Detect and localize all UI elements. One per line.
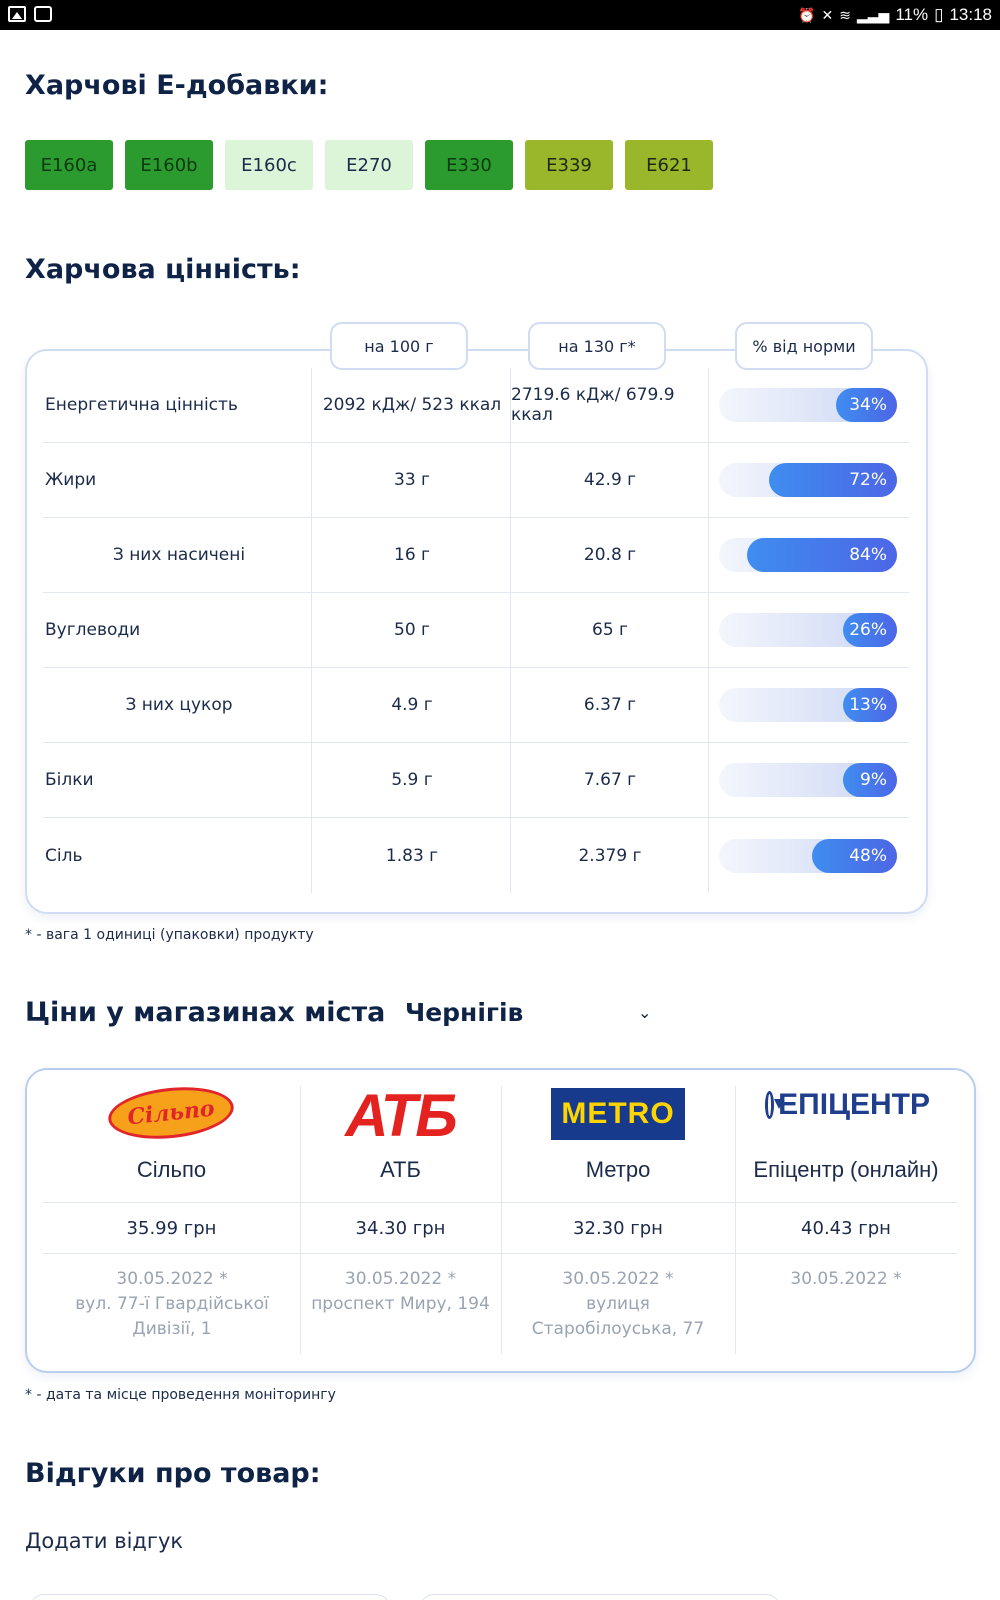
daily-percent-fill: 72% [769, 463, 897, 497]
daily-percent-fill: 84% [747, 538, 897, 572]
daily-percent-bar [719, 763, 897, 797]
additive-badge[interactable]: E160c [225, 140, 313, 190]
daily-percent-fill: 34% [836, 388, 897, 422]
epicentr-logo-text: ЕПІЦЕНТР [778, 1088, 930, 1121]
store-price: 34.30 грн [355, 1218, 446, 1239]
nutrient-name: Сіль [45, 845, 83, 866]
alarm-icon: ⏰ [798, 6, 816, 23]
battery-percent: 11% [895, 5, 929, 24]
value-per-100g: 4.9 г [391, 695, 433, 715]
value-per-100g: 2092 кДж/ 523 ккал [322, 395, 502, 415]
header-daily-percent: % від норми [735, 322, 873, 370]
nutrition-row [43, 368, 909, 443]
store-name: Сільпо [136, 1157, 207, 1182]
store-monitoring-info [305, 1267, 496, 1317]
header-per-pack: на 130 г* [528, 322, 666, 370]
store-monitoring-info [60, 1267, 284, 1342]
store-monitoring-info [516, 1267, 720, 1342]
store-price: 32.30 грн [573, 1218, 663, 1239]
nutrient-name: Білки [45, 770, 94, 790]
store-monitoring-info [740, 1267, 952, 1292]
store-price: 35.99 грн [126, 1218, 217, 1239]
additive-badge[interactable]: E621 [625, 140, 713, 190]
value-per-100g: 33 г [394, 470, 430, 490]
monitoring-date: 30.05.2022 * [562, 1269, 674, 1289]
nutrient-name: З них цукор [125, 695, 233, 715]
nutrient-name: Жири [45, 470, 97, 490]
value-per-100g: 1.83 г [385, 845, 439, 866]
add-review-link[interactable]: Додати відгук [25, 1529, 184, 1553]
value-per-100g: 5.9 г [391, 770, 433, 790]
monitoring-date: 30.05.2022 * [344, 1269, 457, 1289]
monitoring-date: 30.05.2022 * [116, 1269, 228, 1289]
battery-icon: ▯ [934, 5, 944, 24]
store-name: АТБ [380, 1157, 421, 1182]
daily-percent-bar [719, 463, 897, 497]
daily-percent-fill: 26% [843, 613, 897, 647]
value-per-pack: 2719.6 кДж/ 679.9 ккал [511, 385, 675, 425]
row-divider [43, 1253, 957, 1254]
value-per-pack: 7.67 г [583, 770, 637, 790]
value-per-100g: 50 г [394, 620, 430, 640]
nutrition-row [43, 743, 909, 818]
metro-logo[interactable] [551, 1088, 687, 1140]
nutrition-title: Харчова цінність: [25, 254, 301, 285]
additive-badge[interactable]: E270 [325, 140, 413, 190]
daily-percent-bar [719, 839, 897, 873]
epicentr-emblem-icon [765, 1091, 774, 1119]
mute-icon: ✕ [821, 6, 834, 23]
nutrition-row [43, 668, 909, 743]
daily-percent-fill: 9% [843, 763, 897, 797]
atb-logo[interactable]: АТБ [345, 1082, 456, 1149]
additives-list [25, 140, 713, 190]
store-address: вул. 77-ї Гвардійської Дивізії, 1 [75, 1294, 269, 1339]
additive-badge[interactable]: E339 [525, 140, 613, 190]
prices-title: Ціни у магазинах міста [25, 997, 386, 1028]
nutrition-footnote: * - вага 1 одиниці (упаковки) продукту [25, 927, 314, 943]
chevron-down-icon[interactable]: ⌄ [638, 1003, 652, 1022]
header-per-100g: на 100 г [330, 322, 468, 370]
review-card[interactable] [30, 1594, 390, 1600]
signal-icon: ▂▃▅ [857, 6, 890, 23]
shopping-bag-icon [34, 6, 52, 22]
daily-percent-bar [719, 613, 897, 647]
nutrition-row [43, 818, 909, 893]
store-name: Епіцентр (онлайн) [753, 1157, 939, 1182]
value-per-pack: 2.379 г [578, 845, 642, 866]
nutrition-row [43, 593, 909, 668]
value-per-100g: 16 г [394, 545, 430, 565]
reviews-title: Відгуки про товар: [25, 1458, 321, 1489]
clock: 13:18 [949, 5, 992, 24]
nutrition-row [43, 443, 909, 518]
value-per-pack: 42.9 г [583, 470, 637, 490]
silpo-logo[interactable]: Сільпо [108, 1088, 236, 1138]
city-select[interactable]: Чернігів [405, 998, 524, 1027]
additive-badge[interactable]: E160b [125, 140, 213, 190]
store-address: проспект Миру, 194 [311, 1294, 490, 1314]
prices-footnote: * - дата та місце проведення моніторингу [25, 1387, 336, 1403]
store-name: Метро [585, 1157, 651, 1182]
epicentr-logo[interactable] [765, 1088, 930, 1122]
daily-percent-bar [719, 688, 897, 722]
nutrient-name: Вуглеводи [45, 620, 141, 640]
store-price: 40.43 грн [801, 1218, 891, 1239]
daily-percent-fill: 48% [812, 839, 897, 873]
status-bar [0, 0, 1000, 30]
review-card[interactable] [420, 1594, 780, 1600]
additive-badge[interactable]: E330 [425, 140, 513, 190]
daily-percent-fill: 13% [843, 688, 897, 722]
additives-title: Харчові Е-добавки: [25, 70, 329, 101]
monitoring-date: 30.05.2022 * [790, 1269, 902, 1289]
store-address: вулиця Старобілоуська, 77 [531, 1294, 705, 1339]
value-per-pack: 65 г [592, 620, 628, 640]
value-per-pack: 20.8 г [583, 545, 637, 565]
daily-percent-bar [719, 388, 897, 422]
nutrient-name: З них насичені [112, 545, 246, 565]
nutrient-name: Енергетична цінність [45, 395, 238, 415]
nutrition-row [43, 518, 909, 593]
wifi-icon: ≋ [839, 6, 852, 23]
additive-badge[interactable]: E160a [25, 140, 113, 190]
daily-percent-bar [719, 538, 897, 572]
gallery-icon [8, 6, 26, 22]
row-divider [43, 1202, 957, 1203]
metro-logo-text: METRO [561, 1097, 675, 1130]
value-per-pack: 6.37 г [583, 695, 637, 715]
